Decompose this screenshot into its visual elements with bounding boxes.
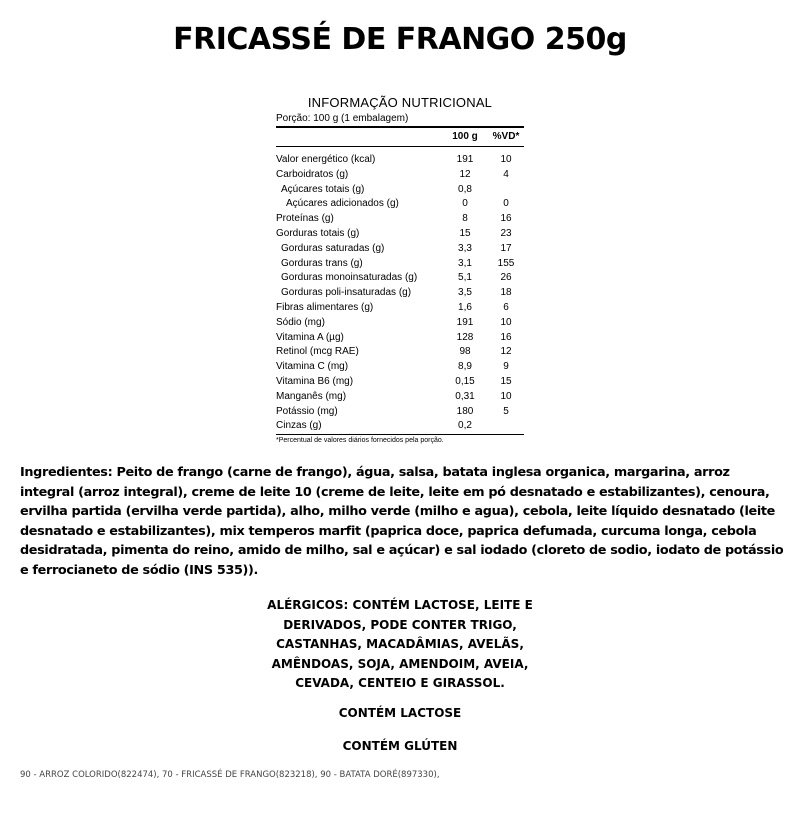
nutrient-label: Valor energético (kcal) xyxy=(276,154,376,165)
nutrient-value: 8 xyxy=(462,213,468,225)
nutrient-vd: 6 xyxy=(503,301,509,313)
nutrient-value: 0,8 xyxy=(458,183,472,195)
ingredients-text: Ingredientes: Peito de frango (carne de frango), água, salsa, batata inglesa organica, margarina, arroz integral (arroz integral), creme de leite 10 (creme de leite, leite em pó desnatado e estabilizantes), cenoura, ervilha partida (ervilha verde partida), alho, milho verde (milho e agua), cebola, leite líquido desnatado (leite desnatado e estabilizantes), mix temperos marfit (paprica doce, paprica defumada, curcuma longa, cebola desidratada, pimenta do reino, amido de milho, sal e açúcar) e sal iodado (cloreto de sodio, iodato de potássio e ferrocianeto de sódio (INS 535)). xyxy=(20,465,784,578)
nutrition-row xyxy=(276,331,524,346)
header-blank xyxy=(276,128,442,147)
nutrition-row xyxy=(276,242,524,257)
nutrient-label: Potássio (mg) xyxy=(276,405,338,417)
nutrient-value: 3,5 xyxy=(458,287,472,299)
nutrition-row xyxy=(276,271,524,286)
nutrition-row xyxy=(276,286,524,301)
nutrient-vd: 16 xyxy=(500,213,512,225)
nutrient-label: Vitamina C (mg) xyxy=(276,361,349,373)
nutrient-label: Cinzas (g) xyxy=(276,419,442,434)
nutrient-vd xyxy=(488,183,524,198)
nutrient-value: 191 xyxy=(456,154,474,165)
nutrient-vd: 18 xyxy=(500,287,512,299)
nutrient-vd: 155 xyxy=(497,257,515,269)
nutrition-row xyxy=(276,257,524,272)
allergens-block xyxy=(0,596,800,694)
page-title: FRICASSÉ DE FRANGO 250g xyxy=(173,22,627,57)
nutrient-value: 3,1 xyxy=(458,257,472,269)
nutrient-vd: 10 xyxy=(500,316,512,328)
nutrition-row xyxy=(276,168,524,183)
product-codes-note: 90 - ARROZ COLORIDO(822474), 70 - FRICASSÉ DE FRANGO(823218), 90 - BATATA DORÉ(897330), xyxy=(20,770,440,780)
nutrient-value: 12 xyxy=(459,168,471,180)
nutrition-footnote: *Percentual de valores diários fornecidos pela porção. xyxy=(276,437,444,445)
nutrition-row xyxy=(276,212,524,227)
nutrient-vd: 0 xyxy=(503,198,509,210)
nutrition-facts-panel xyxy=(276,95,524,444)
nutrient-label: Gorduras saturadas (g) xyxy=(281,242,385,254)
nutrient-label: Proteínas (g) xyxy=(276,213,334,225)
nutrient-vd: 4 xyxy=(503,168,509,180)
nutrition-row xyxy=(276,360,524,375)
nutrient-vd: 26 xyxy=(500,272,512,284)
header-vd: %VD* xyxy=(488,128,524,147)
nutrition-row xyxy=(276,227,524,242)
nutrition-row xyxy=(276,153,524,168)
nutrient-value: 5,1 xyxy=(458,272,472,284)
nutrient-value: 128 xyxy=(456,331,474,343)
nutrition-row xyxy=(276,345,524,360)
nutrient-vd: 15 xyxy=(500,375,512,387)
nutrient-vd: 23 xyxy=(500,227,512,239)
nutrition-row xyxy=(276,375,524,390)
nutrient-label: Açúcares adicionados (g) xyxy=(286,198,399,210)
nutrient-vd: 16 xyxy=(500,331,512,343)
nutrient-label: Gorduras poli-insaturadas (g) xyxy=(281,287,412,299)
nutrient-label: Vitamina A (µg) xyxy=(276,331,344,343)
nutrient-value: 0 xyxy=(462,198,468,210)
nutrition-row xyxy=(276,405,524,420)
nutrient-value: 15 xyxy=(459,227,471,239)
nutrient-label: Gorduras trans (g) xyxy=(281,257,363,269)
nutrient-label: Gorduras monoinsaturadas (g) xyxy=(281,272,418,284)
nutrient-value: 8,9 xyxy=(458,361,472,373)
nutrient-vd: 10 xyxy=(500,154,512,165)
nutrient-vd: 12 xyxy=(500,346,512,358)
nutrition-title: INFORMAÇÃO NUTRICIONAL xyxy=(307,95,493,110)
nutrient-label: Carboidratos (g) xyxy=(276,168,349,180)
nutrient-value: 0,31 xyxy=(455,390,475,402)
header-100g: 100 g xyxy=(442,128,488,147)
nutrient-label: Manganês (mg) xyxy=(276,390,347,402)
nutrient-label: Retinol (mcg RAE) xyxy=(276,346,359,358)
nutrition-header-row xyxy=(276,128,524,147)
nutrient-label: Vitamina B6 (mg) xyxy=(276,375,354,387)
nutrient-vd xyxy=(488,419,524,434)
nutrition-row xyxy=(276,197,524,212)
nutrient-value: 0,15 xyxy=(455,375,475,387)
contains-lactose: CONTÉM LACTOSE xyxy=(338,706,462,720)
nutrient-label: Gorduras totais (g) xyxy=(276,227,360,239)
nutrient-value: 3,3 xyxy=(458,242,472,254)
nutrition-row xyxy=(276,183,524,198)
contains-gluten: CONTÉM GLÚTEN xyxy=(342,739,458,753)
nutrient-value: 1,6 xyxy=(458,301,472,313)
nutrient-value: 180 xyxy=(456,405,474,417)
nutrient-vd: 17 xyxy=(500,242,512,254)
nutrition-row xyxy=(276,316,524,331)
nutrient-label: Sódio (mg) xyxy=(276,316,325,328)
serving-size: Porção: 100 g (1 embalagem) xyxy=(276,113,524,128)
nutrition-table xyxy=(276,128,524,435)
nutrition-row xyxy=(276,419,524,434)
allergens-text: ALÉRGICOS: CONTÉM LACTOSE, LEITE E DERIVADOS, PODE CONTER TRIGO, CASTANHAS, MACADÂMIAS, AVELÃS, AMÊNDOAS, SOJA, AMENDOIM, AVEIA, CEVADA, CENTEIO E GIRASSOL. xyxy=(267,598,533,690)
nutrient-vd: 5 xyxy=(503,405,509,417)
nutrient-value: 0,2 xyxy=(442,419,488,434)
nutrition-row xyxy=(276,301,524,316)
nutrient-value: 191 xyxy=(456,316,474,328)
nutrient-vd: 9 xyxy=(503,361,509,373)
nutrition-row xyxy=(276,390,524,405)
nutrient-value: 98 xyxy=(459,346,471,358)
nutrient-label: Fibras alimentares (g) xyxy=(276,301,374,313)
nutrient-label: Açúcares totais (g) xyxy=(281,183,365,195)
nutrient-vd: 10 xyxy=(500,390,512,402)
